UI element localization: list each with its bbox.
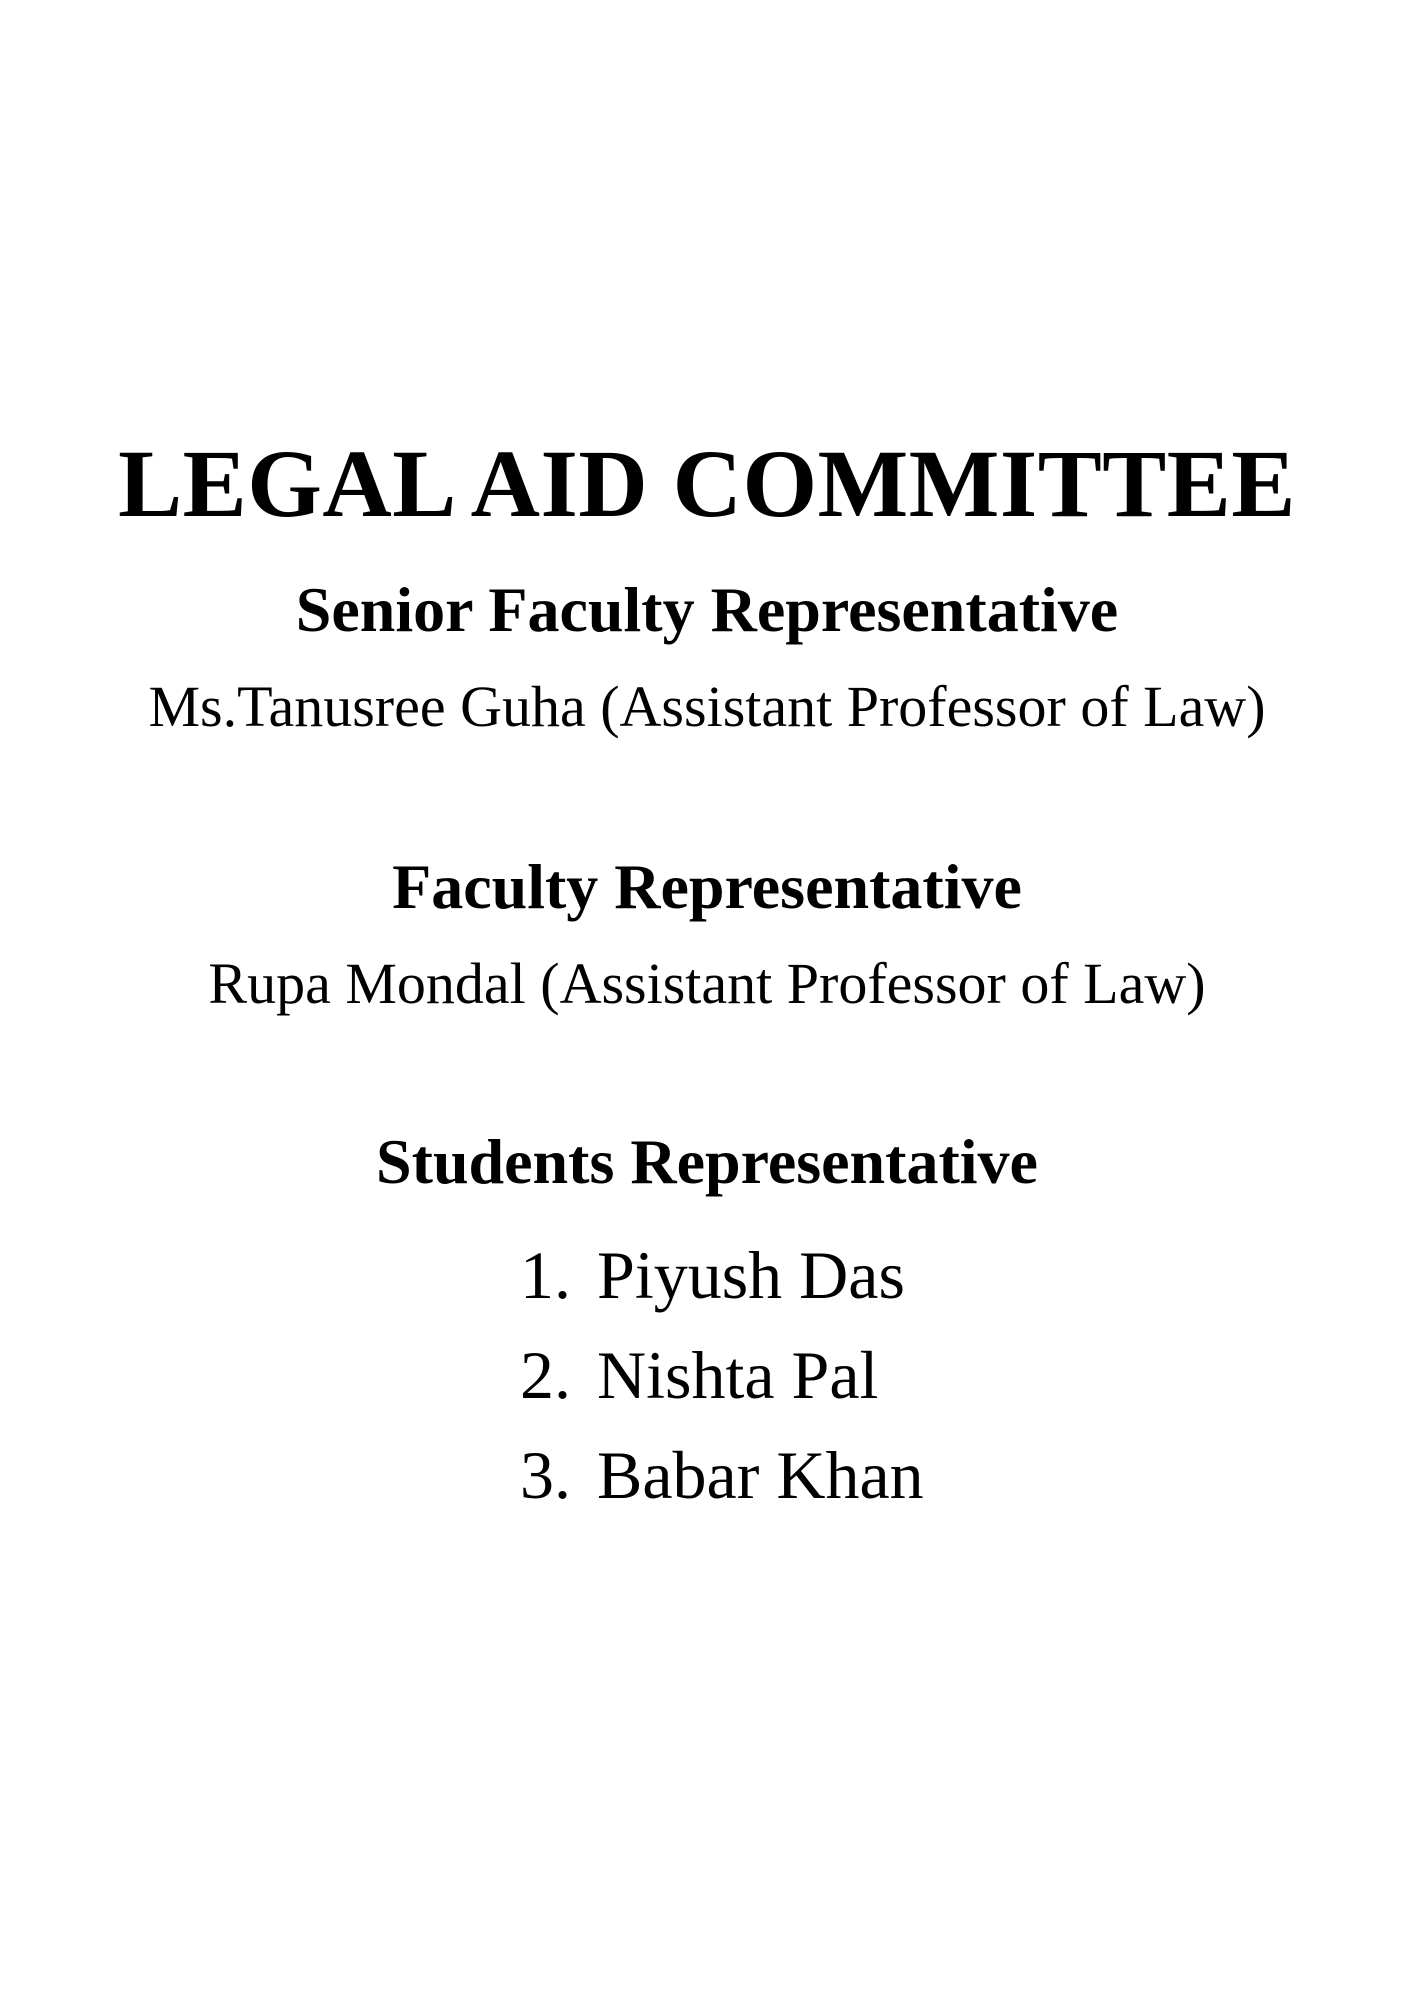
students-list: [520, 1225, 924, 1525]
list-item: [520, 1225, 924, 1325]
list-item: [520, 1425, 924, 1525]
list-item-name: Nishta Pal: [597, 1337, 879, 1413]
list-item-name: Piyush Das: [597, 1237, 905, 1313]
students-heading: Students Representative: [376, 1126, 1038, 1197]
senior-faculty-heading: Senior Faculty Representative: [295, 574, 1119, 645]
list-item-number: 2.: [520, 1337, 571, 1413]
list-item-number: 1.: [520, 1237, 571, 1313]
list-item: [520, 1325, 924, 1425]
list-item-name: Babar Khan: [597, 1437, 924, 1513]
faculty-member: Rupa Mondal (Assistant Professor of Law): [208, 951, 1206, 1016]
faculty-heading: Faculty Representative: [392, 851, 1022, 922]
senior-faculty-member: Ms.Tanusree Guha (Assistant Professor of Law): [148, 674, 1266, 739]
list-item-number: 3.: [520, 1437, 571, 1513]
page-title: LEGAL AID COMMITTEE: [118, 430, 1296, 537]
